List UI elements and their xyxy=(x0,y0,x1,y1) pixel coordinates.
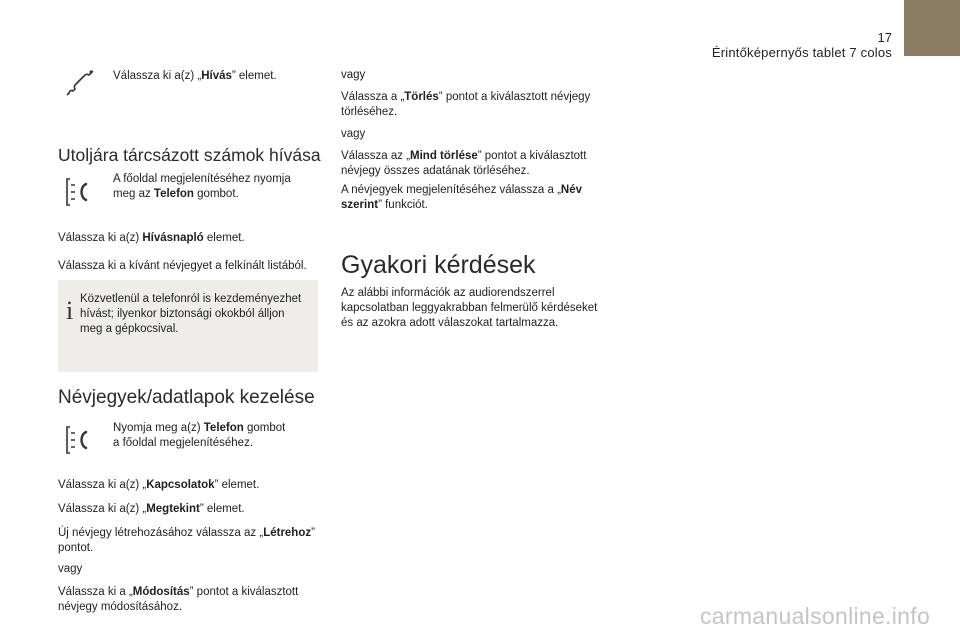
handset-icon xyxy=(66,70,94,101)
recent-step-1: A főoldal megjelenítéséhez nyomja meg az Telefon gombot. xyxy=(113,173,291,200)
faq-heading: Gyakori kérdések xyxy=(341,251,536,279)
contacts-heading: Névjegyek/adatlapok kezelése xyxy=(58,387,315,408)
phone-button-icon xyxy=(66,423,94,462)
safety-note-text: Közvetlenül a telefonról is kezdeményezhet hívást; ilyenkor biztonsági okokból álljon meg a gépkocsival. xyxy=(80,293,302,335)
watermark: carmanualsonline.info xyxy=(700,603,931,629)
contacts-step-1: Nyomja meg a(z) Telefon gombot a főoldal megjelenítéséhez. xyxy=(113,422,286,449)
or-separator: vagy xyxy=(58,563,83,575)
info-icon: i xyxy=(66,296,74,325)
call-item-text: Válassza ki a(z) „Hívás” elemet. xyxy=(113,70,277,82)
contacts-step-5: Válassza ki a „Módosítás” pontot a kiválasztott névjegy módosításához. xyxy=(58,586,299,613)
contacts-step-4: Új névjegy létrehozásához válassza az „Létrehoz” pontot. xyxy=(58,527,315,554)
corner-tab xyxy=(904,0,960,56)
section-title: Érintőképernyős tablet 7 colos xyxy=(711,45,892,60)
delete-step: Válassza a „Törlés” pontot a kiválasztott névjegy törléséhez. xyxy=(341,91,591,118)
or-separator: vagy xyxy=(341,69,366,81)
sort-step: A névjegyek megjelenítéséhez válassza a „Név szerint” funkciót. xyxy=(341,184,583,211)
contacts-step-2: Válassza ki a(z) „Kapcsolatok” elemet. xyxy=(58,479,260,491)
delete-all-step: Válassza az „Mind törlése” pontot a kiválasztott névjegy összes adatának törléséhez. xyxy=(341,150,587,177)
contacts-step-3: Válassza ki a(z) „Megtekint” elemet. xyxy=(58,503,245,515)
recent-step-2: Válassza ki a(z) Hívásnapló elemet. xyxy=(58,232,245,244)
faq-text: Az alábbi információk az audiorendszerrel kapcsolatban leggyakrabban felmerülő kérdéseket és az azokra adott válaszokat tartalmazza. xyxy=(341,287,598,329)
or-separator: vagy xyxy=(341,128,366,140)
phone-button-icon xyxy=(66,175,94,214)
recent-calls-heading: Utoljára tárcsázott számok hívása xyxy=(58,145,321,165)
page-number: 17 xyxy=(877,30,892,45)
recent-step-3: Válassza ki a kívánt névjegyet a felkínált listából. xyxy=(58,260,307,272)
